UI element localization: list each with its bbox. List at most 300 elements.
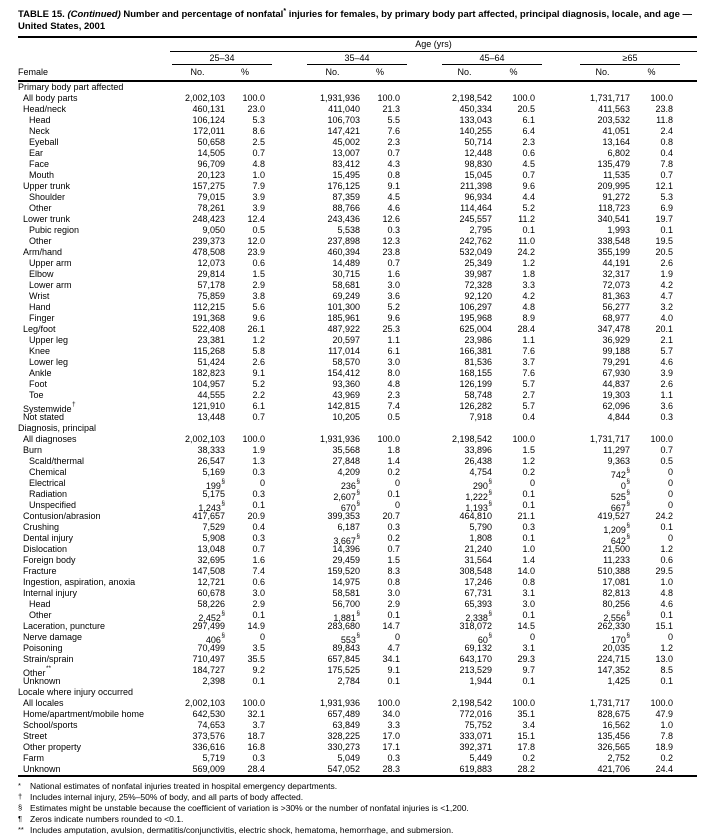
row-label: Fracture	[23, 566, 57, 577]
footnote-marker: §	[221, 631, 225, 639]
cell-percent: 23.9	[247, 247, 265, 258]
cell-percent: 0.1	[252, 610, 265, 621]
cell-number: 35,568	[332, 445, 360, 456]
cell-percent: 0.1	[252, 500, 265, 511]
footnote-marker: §	[488, 631, 492, 639]
cell-percent: 4.4	[522, 192, 535, 203]
cell-number: 33,896	[464, 445, 492, 456]
cell-percent: 100.0	[377, 434, 400, 445]
row-label: Other	[29, 236, 52, 247]
cell-percent: 4.8	[660, 588, 673, 599]
cell-number: 236§	[340, 477, 360, 492]
cell-percent: 2.9	[387, 599, 400, 610]
cell-percent: 20.9	[247, 511, 265, 522]
cell-percent: 0.6	[660, 555, 673, 566]
table-row	[18, 621, 697, 632]
cell-number: 340,541	[597, 214, 630, 225]
cell-number: 58,226	[197, 599, 225, 610]
cell-percent: 4.2	[660, 280, 673, 291]
cell-percent: 100.0	[650, 434, 673, 445]
row-label: All diagnoses	[23, 434, 77, 445]
cell-number: 75,752	[464, 720, 492, 731]
row-label: Laceration, puncture	[23, 621, 106, 632]
table-row	[18, 698, 697, 709]
cell-percent: 6.1	[522, 115, 535, 126]
cell-percent: 0.4	[522, 412, 535, 423]
row-label: Farm	[23, 753, 44, 764]
cell-number: 460,131	[192, 104, 225, 115]
cell-percent: 15.1	[655, 621, 673, 632]
footnote-marker: *	[18, 781, 21, 791]
cell-percent: 0.7	[387, 148, 400, 159]
cell-percent: 0.2	[387, 467, 400, 478]
cell-number: 16,562	[602, 720, 630, 731]
cell-number: 172,011	[193, 126, 225, 137]
title-continued: (Continued)	[67, 9, 121, 21]
age-axis-label: Age (yrs)	[170, 38, 697, 52]
row-label: Face	[29, 159, 50, 170]
cell-percent: 2.6	[660, 379, 673, 390]
cell-percent: 3.0	[252, 588, 265, 599]
row-label: Strain/sprain	[23, 654, 74, 665]
no-column-header: No.	[457, 67, 472, 78]
cell-percent: 0.3	[387, 753, 400, 764]
cell-percent: 0.7	[252, 412, 265, 423]
cell-number: 168,155	[459, 368, 492, 379]
cell-percent: 2.9	[252, 280, 265, 291]
row-label: Internal injury	[23, 588, 78, 599]
cell-percent: 28.4	[247, 764, 265, 775]
cell-percent: 0	[394, 632, 400, 643]
cell-percent: 1.5	[387, 555, 400, 566]
cell-percent: 3.9	[252, 192, 265, 203]
cell-percent: 3.9	[660, 368, 673, 379]
cell-percent: 7.6	[522, 368, 535, 379]
cell-number: 185,961	[327, 313, 360, 324]
cell-percent: 4.5	[387, 192, 400, 203]
cell-percent: 14.5	[517, 621, 535, 632]
cell-percent: 0.8	[387, 170, 400, 181]
row-label: Leg/foot	[23, 324, 56, 335]
cell-number: 99,188	[602, 346, 630, 357]
cell-number: 772,016	[459, 709, 492, 720]
row-label-column-header: Female	[18, 67, 49, 78]
cell-number: 75,859	[197, 291, 225, 302]
footnote-marker: §	[356, 532, 360, 540]
cell-number: 2,198,542	[451, 434, 492, 445]
cell-number: 20,123	[197, 170, 225, 181]
cell-percent: 0	[259, 632, 265, 643]
cell-number: 657,845	[327, 654, 360, 665]
cell-number: 118,723	[598, 203, 630, 214]
cell-percent: 100.0	[650, 93, 673, 104]
table-row	[18, 764, 697, 775]
cell-percent: 3.1	[522, 588, 535, 599]
cell-percent: 5.3	[252, 115, 265, 126]
footnote-marker: §	[356, 631, 360, 639]
cell-percent: 1.0	[660, 577, 673, 588]
cell-percent: 1.8	[387, 445, 400, 456]
cell-number: 6,802	[607, 148, 630, 159]
cell-number: 5,449	[469, 753, 492, 764]
row-label: Upper trunk	[23, 181, 71, 192]
cell-percent: 14.9	[247, 621, 265, 632]
cell-percent: 0	[667, 467, 673, 478]
cell-percent: 3.7	[522, 357, 535, 368]
cell-number: 13,448	[197, 412, 225, 423]
cell-number: 67,930	[602, 368, 630, 379]
table-header	[18, 38, 697, 80]
cell-number: 5,538	[337, 225, 360, 236]
cell-number: 29,459	[332, 555, 360, 566]
cell-number: 117,014	[328, 346, 360, 357]
table-row	[18, 104, 697, 115]
cell-number: 147,508	[192, 566, 225, 577]
cell-percent: 21.1	[517, 511, 535, 522]
table-row	[18, 181, 697, 192]
cell-percent: 100.0	[650, 698, 673, 709]
cell-percent: 100.0	[377, 698, 400, 709]
cell-number: 399,353	[327, 511, 360, 522]
cell-percent: 29.5	[655, 566, 673, 577]
footnote	[18, 814, 697, 825]
table-row	[18, 434, 697, 445]
row-label: Home/apartment/mobile home	[23, 709, 145, 720]
cell-percent: 1.6	[252, 555, 265, 566]
cell-percent: 0	[667, 500, 673, 511]
footnote-marker: §	[626, 532, 630, 540]
cell-number: 2,795	[469, 225, 492, 236]
row-label: Lower trunk	[23, 214, 71, 225]
cell-number: 58,570	[332, 357, 360, 368]
cell-number: 29,814	[197, 269, 225, 280]
age-group-label: 25–34	[172, 52, 272, 65]
cell-number: 1,931,936	[319, 434, 360, 445]
cell-percent: 2.3	[387, 137, 400, 148]
row-label: Street	[23, 731, 48, 742]
cell-percent: 5.2	[387, 302, 400, 313]
cell-number: 4,209	[337, 467, 360, 478]
cell-percent: 3.6	[660, 401, 673, 412]
cell-number: 328,225	[327, 731, 360, 742]
cell-number: 74,653	[197, 720, 225, 731]
row-label: Unspecified	[29, 500, 77, 511]
footnote-text: Includes internal injury, 25%–50% of body, and all parts of body affected.	[30, 792, 304, 803]
bottom-rule	[18, 775, 697, 777]
cell-number: 2,198,542	[451, 698, 492, 709]
cell-number: 547,052	[327, 764, 360, 775]
cell-number: 93,360	[332, 379, 360, 390]
cell-number: 243,436	[327, 214, 360, 225]
cell-percent: 9.2	[252, 665, 265, 676]
cell-percent: 35.5	[247, 654, 265, 665]
cell-percent: 8.3	[387, 566, 400, 577]
cell-number: 1,808	[469, 533, 492, 544]
cell-percent: 11.0	[518, 236, 535, 247]
footnote	[18, 792, 697, 803]
cell-percent: 28.2	[517, 764, 535, 775]
cell-number: 245,557	[459, 214, 492, 225]
cell-percent: 11.2	[518, 214, 535, 225]
cell-number: 242,762	[459, 236, 492, 247]
cell-percent: 0.7	[252, 148, 265, 159]
table-row	[18, 654, 697, 665]
row-label: Ankle	[29, 368, 52, 379]
cell-percent: 0.1	[522, 610, 535, 621]
cell-percent: 8.0	[387, 368, 400, 379]
table-row	[18, 477, 697, 492]
cell-percent: 0	[529, 632, 535, 643]
title-text-b: injuries for females, by primary body part affected, principal diagnosis, locale, and age — United States, 2001	[18, 9, 693, 33]
cell-number: 32,695	[197, 555, 225, 566]
cell-number: 191,368	[192, 313, 225, 324]
table-row	[18, 137, 697, 148]
cell-number: 203,532	[597, 115, 630, 126]
cell-number: 326,565	[597, 742, 630, 753]
cell-percent: 4.6	[387, 203, 400, 214]
cell-percent: 3.5	[252, 643, 265, 654]
cell-number: 26,547	[197, 456, 225, 467]
cell-percent: 7.8	[660, 159, 673, 170]
table-row	[18, 379, 697, 390]
cell-percent: 100.0	[377, 93, 400, 104]
cell-percent: 17.1	[382, 742, 400, 753]
cell-number: 72,328	[464, 280, 492, 291]
cell-percent: 5.5	[387, 115, 400, 126]
cell-percent: 5.2	[252, 379, 265, 390]
cell-number: 239,373	[192, 236, 225, 247]
cell-number: 11,297	[603, 445, 630, 456]
cell-number: 182,823	[192, 368, 225, 379]
pct-column-header: %	[375, 67, 384, 78]
cell-percent: 0.3	[522, 522, 535, 533]
footnote-marker: §	[626, 488, 630, 496]
cell-number: 5,790	[469, 522, 492, 533]
cell-percent: 2.2	[252, 390, 265, 401]
footnote-marker: §	[221, 477, 225, 485]
footnote-text: Estimates might be unstable because the coefficient of variation is >30% or the number of nonfatal injuries is <1,200.	[30, 803, 469, 814]
cell-percent: 20.1	[655, 324, 673, 335]
cell-percent: 9.1	[387, 665, 400, 676]
section-header-label: Primary body part affected	[18, 82, 124, 93]
cell-percent: 20.5	[655, 247, 673, 258]
no-column-header: No.	[190, 67, 205, 78]
age-group-label: 45–64	[442, 52, 542, 65]
cell-percent: 4.8	[522, 302, 535, 313]
table-row	[18, 335, 697, 346]
row-label: Wrist	[29, 291, 50, 302]
cell-percent: 1.1	[522, 335, 535, 346]
cell-number: 147,421	[327, 126, 360, 137]
no-column-header: No.	[325, 67, 340, 78]
footnote	[18, 803, 697, 814]
cell-number: 27,848	[332, 456, 360, 467]
cell-percent: 3.3	[522, 280, 535, 291]
cell-percent: 0	[667, 533, 673, 544]
cell-percent: 0.1	[660, 225, 673, 236]
cell-number: 13,048	[197, 544, 225, 555]
cell-number: 176,125	[327, 181, 360, 192]
cell-number: 51,424	[197, 357, 225, 368]
cell-number: 87,359	[332, 192, 360, 203]
cell-percent: 14.0	[517, 566, 535, 577]
cell-number: 643,170	[459, 654, 492, 665]
cell-percent: 7.6	[387, 126, 400, 137]
table-row	[18, 346, 697, 357]
row-label: Other property	[23, 742, 82, 753]
table-row	[18, 577, 697, 588]
cell-percent: 0	[529, 478, 535, 489]
cell-percent: 0.7	[387, 544, 400, 555]
footnote-marker: §	[221, 499, 225, 507]
cell-percent: 34.1	[382, 654, 400, 665]
cell-number: 159,520	[327, 566, 360, 577]
cell-percent: 5.6	[252, 302, 265, 313]
cell-percent: 19.7	[655, 214, 673, 225]
cell-percent: 0.3	[387, 225, 400, 236]
cell-percent: 0.1	[522, 489, 535, 500]
cell-percent: 9.1	[252, 368, 265, 379]
row-label: Hand	[29, 302, 51, 313]
cell-number: 23,381	[197, 335, 225, 346]
cell-number: 1,731,717	[589, 698, 630, 709]
cell-percent: 1.4	[522, 555, 535, 566]
cell-number: 2,338§	[465, 609, 492, 624]
cell-percent: 0.5	[252, 225, 265, 236]
cell-percent: 2.9	[252, 599, 265, 610]
cell-number: 4,844	[607, 412, 630, 423]
cell-number: 142,815	[327, 401, 360, 412]
cell-number: 9,363	[607, 456, 630, 467]
cell-number: 318,072	[459, 621, 492, 632]
cell-number: 126,199	[459, 379, 492, 390]
footnote-marker: §	[626, 499, 630, 507]
footnote-marker: †	[72, 400, 76, 408]
cell-number: 195,968	[459, 313, 492, 324]
cell-percent: 0.1	[522, 676, 535, 687]
cell-percent: 3.0	[522, 599, 535, 610]
cell-percent: 15.1	[517, 731, 535, 742]
cell-number: 464,810	[459, 511, 492, 522]
cell-number: 355,199	[597, 247, 630, 258]
cell-number: 63,849	[332, 720, 360, 731]
row-label: Crushing	[23, 522, 60, 533]
cell-percent: 1.0	[252, 170, 265, 181]
cell-number: 553§	[340, 631, 360, 646]
section-header-label: Diagnosis, principal	[18, 423, 97, 434]
cell-number: 78,261	[197, 203, 225, 214]
cell-percent: 1.4	[387, 456, 400, 467]
footnote-marker: §	[626, 466, 630, 474]
cell-percent: 16.8	[247, 742, 265, 753]
cell-percent: 21.3	[382, 104, 400, 115]
cell-percent: 0.1	[660, 610, 673, 621]
row-label: Dislocation	[23, 544, 68, 555]
cell-number: 569,009	[192, 764, 225, 775]
cell-percent: 2.1	[660, 335, 673, 346]
cell-number: 2,398	[202, 676, 225, 687]
cell-percent: 20.7	[382, 511, 400, 522]
cell-percent: 6.1	[252, 401, 265, 412]
cell-percent: 20.5	[517, 104, 535, 115]
cell-number: 373,576	[192, 731, 225, 742]
table-row	[18, 731, 697, 742]
title-text-a: Number and percentage of nonfatal	[120, 9, 284, 21]
cell-percent: 19.5	[655, 236, 673, 247]
cell-number: 657,489	[327, 709, 360, 720]
cell-number: 211,398	[460, 181, 492, 192]
cell-percent: 1.1	[660, 390, 673, 401]
cell-number: 336,616	[192, 742, 225, 753]
cell-number: 419,527	[597, 511, 630, 522]
section-header-row	[18, 687, 697, 698]
cell-percent: 2.6	[660, 258, 673, 269]
cell-number: 114,464	[460, 203, 492, 214]
cell-percent: 1.2	[660, 544, 673, 555]
table-row	[18, 400, 697, 415]
cell-percent: 0.2	[660, 753, 673, 764]
cell-number: 625,004	[459, 324, 492, 335]
cell-number: 1,944	[469, 676, 492, 687]
cell-percent: 0.4	[660, 148, 673, 159]
cell-number: 2,002,103	[184, 698, 225, 709]
pct-column-header: %	[240, 67, 249, 78]
footnote-marker: §	[356, 609, 360, 617]
cell-percent: 12.4	[247, 214, 265, 225]
table-row	[18, 302, 697, 313]
cell-percent: 2.6	[252, 357, 265, 368]
cell-number: 12,721	[197, 577, 225, 588]
cell-number: 19,303	[602, 390, 630, 401]
cell-number: 36,929	[602, 335, 630, 346]
cell-percent: 100.0	[242, 93, 265, 104]
cell-number: 1,731,717	[589, 434, 630, 445]
cell-number: 106,297	[459, 302, 492, 313]
footnote-marker: §	[488, 477, 492, 485]
cell-percent: 0.5	[660, 456, 673, 467]
row-label: Arm/hand	[23, 247, 63, 258]
cell-number: 58,681	[332, 280, 360, 291]
row-label: Elbow	[29, 269, 54, 280]
cell-percent: 0.3	[387, 522, 400, 533]
table-row	[18, 291, 697, 302]
table-row	[18, 115, 697, 126]
cell-number: 417,657	[192, 511, 225, 522]
cell-percent: 0.5	[387, 412, 400, 423]
cell-number: 487,922	[327, 324, 360, 335]
cell-number: 38,333	[197, 445, 225, 456]
cell-number: 69,249	[332, 291, 360, 302]
cell-percent: 17.8	[517, 742, 535, 753]
table-row	[18, 631, 697, 646]
row-label: Systemwide†	[23, 400, 76, 415]
cell-number: 56,700	[332, 599, 360, 610]
table-row	[18, 324, 697, 335]
cell-percent: 1.8	[522, 269, 535, 280]
cell-number: 742§	[610, 466, 630, 481]
cell-number: 2,556§	[603, 609, 630, 624]
table-row	[18, 170, 697, 181]
cell-percent: 23.8	[382, 247, 400, 258]
table-row	[18, 412, 697, 423]
cell-number: 92,120	[464, 291, 492, 302]
cell-percent: 1.0	[522, 544, 535, 555]
table-row	[18, 466, 697, 481]
footnote-marker: §	[221, 609, 225, 617]
row-label: Upper leg	[29, 335, 69, 346]
cell-number: 133,043	[459, 115, 492, 126]
row-label: Electrical	[29, 478, 66, 489]
